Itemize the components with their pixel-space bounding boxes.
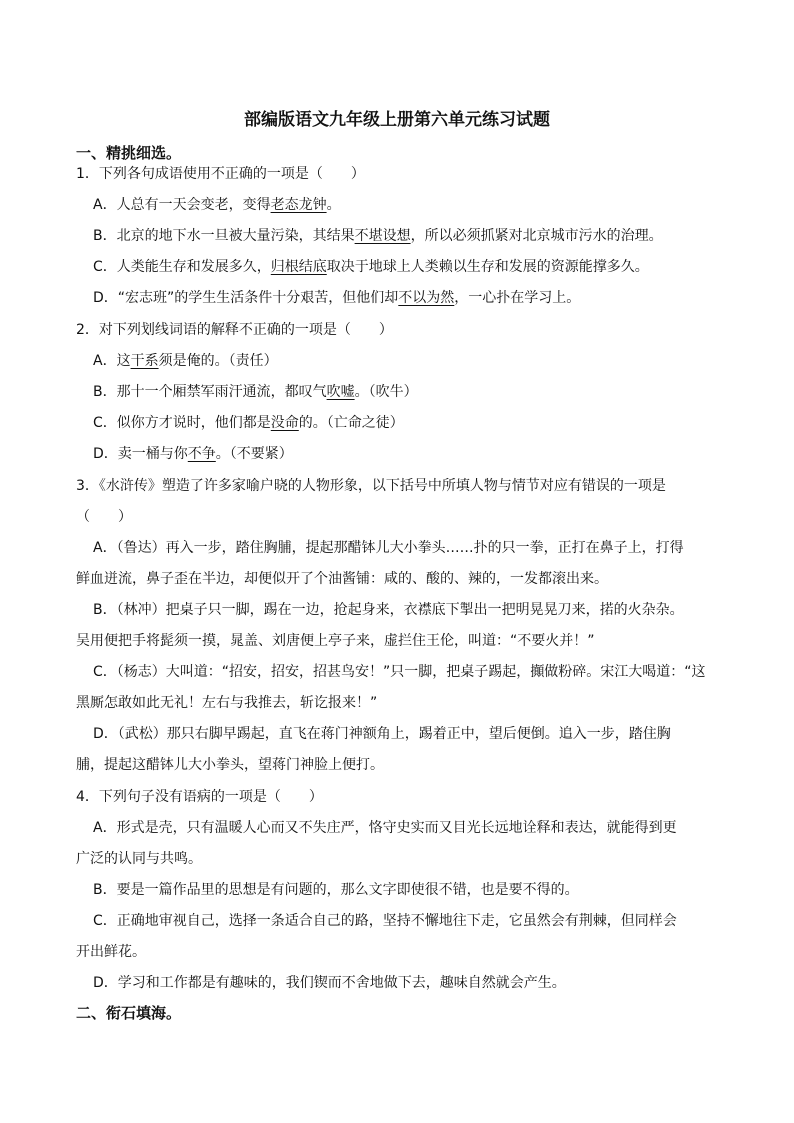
question-2-option-b: B．那十一个厢禁军雨汗通流，都叹气吹嘘。（吹牛） [93, 384, 418, 400]
question-3-option-a-cont: 鲜血迸流，鼻子歪在半边，却便似开了个油酱铺：咸的、酸的、辣的，一发都滚出来。 [76, 571, 608, 587]
question-3-option-a: A．（鲁达）再入一步，踏住胸脯，提起那醋钵儿大小拳头……扑的只一拳，正打在鼻子上，打得 [93, 540, 684, 556]
question-1-option-c: C．人类能生存和发展多久，归根结底取决于地球上人类赖以生存和发展的资源能撑多久。 [93, 259, 649, 275]
question-4-option-c-cont: 开出鲜花。 [76, 944, 146, 960]
question-4-option-a: A．形式是壳，只有温暖人心而又不失庄严，恪守史实而又目光长远地诠释和表达，就能得到更 [93, 820, 677, 836]
question-3-stem-cont: （ ） [76, 509, 132, 525]
page-title: 部编版语文九年级上册第六单元练习试题 [244, 110, 550, 130]
question-4-option-b: B．要是一篇作品里的思想是有问题的，那么文字即使很不错，也是要不得的。 [93, 882, 579, 898]
question-3-option-c: C．（杨志）大叫道：“招安，招安，招甚鸟安！”只一脚，把桌子踢起，攧做粉碎。宋江大喝道：“这 [93, 664, 706, 680]
question-3-option-c-cont: 黑厮怎敢如此无礼！左右与我推去，斩讫报来！” [76, 695, 378, 711]
question-2-option-a: A．这干系须是俺的。（责任） [93, 353, 278, 369]
section-heading-1: 一、精挑细选。 [76, 144, 182, 162]
question-4-option-d: D．学习和工作都是有趣味的，我们锲而不舍地做下去，趣味自然就会产生。 [93, 975, 566, 991]
underlined-term: 归根结底 [270, 259, 327, 275]
question-1-option-a: A．人总有一天会变老，变得老态龙钟。 [93, 197, 341, 213]
question-3-option-b: B．（林冲）把桌子只一脚，踢在一边，抢起身来，衣襟底下掣出一把明晃晃刀来，掿的火杂杂。 [93, 602, 684, 618]
question-2-option-c: C．似你方才说时，他们都是没命的。（亡命之徒） [93, 415, 404, 431]
underlined-term: 不以为然 [398, 290, 455, 306]
underlined-term: 老态龙钟 [270, 197, 327, 213]
question-1-stem: 1．下列各句成语使用不正确的一项是（ ） [76, 166, 365, 182]
question-3-option-d: D．（武松）那只右脚早踢起，直飞在蒋门神额角上，踢着正中，望后便倒。追入一步，踏住胸 [93, 726, 671, 742]
question-3-stem: 3．《水浒传》塑造了许多家喻户晓的人物形象，以下括号中所填人物与情节对应有错误的一项是 [76, 478, 666, 494]
question-4-option-c: C．正确地审视自己，选择一条适合自己的路，坚持不懈地往下走，它虽然会有荆棘，但同样会 [93, 913, 677, 929]
question-2-option-d: D．卖一桶与你不争。（不要紧） [93, 446, 293, 462]
underlined-term: 没命 [270, 415, 299, 431]
section-heading-2: 二、衔石填海。 [76, 1004, 182, 1022]
question-4-stem: 4．下列句子没有语病的一项是（ ） [76, 789, 323, 805]
question-4-option-a-cont: 广泛的认同与共鸣。 [76, 851, 202, 867]
question-3-option-d-cont: 脯，提起这醋钵儿大小拳头，望蒋门神脸上便打。 [76, 757, 384, 773]
underlined-term: 不争 [187, 446, 216, 462]
question-1-option-d: D．“宏志班”的学生生活条件十分艰苦，但他们却不以为然，一心扑在学习上。 [93, 290, 581, 306]
question-3-option-b-cont: 吴用便把手将髭须一摸，晁盖、刘唐便上亭子来，虚拦住王伦，叫道：“不要火并！” [76, 633, 595, 649]
question-1-option-b: B．北京的地下水一旦被大量污染，其结果不堪设想，所以必须抓紧对北京城市污水的治理。 [93, 228, 663, 244]
underlined-term: 不堪设想 [354, 228, 411, 244]
question-2-stem: 2．对下列划线词语的解释不正确的一项是（ ） [76, 322, 393, 338]
underlined-term: 吹嘘 [326, 384, 355, 400]
underlined-term: 干系 [130, 353, 159, 369]
